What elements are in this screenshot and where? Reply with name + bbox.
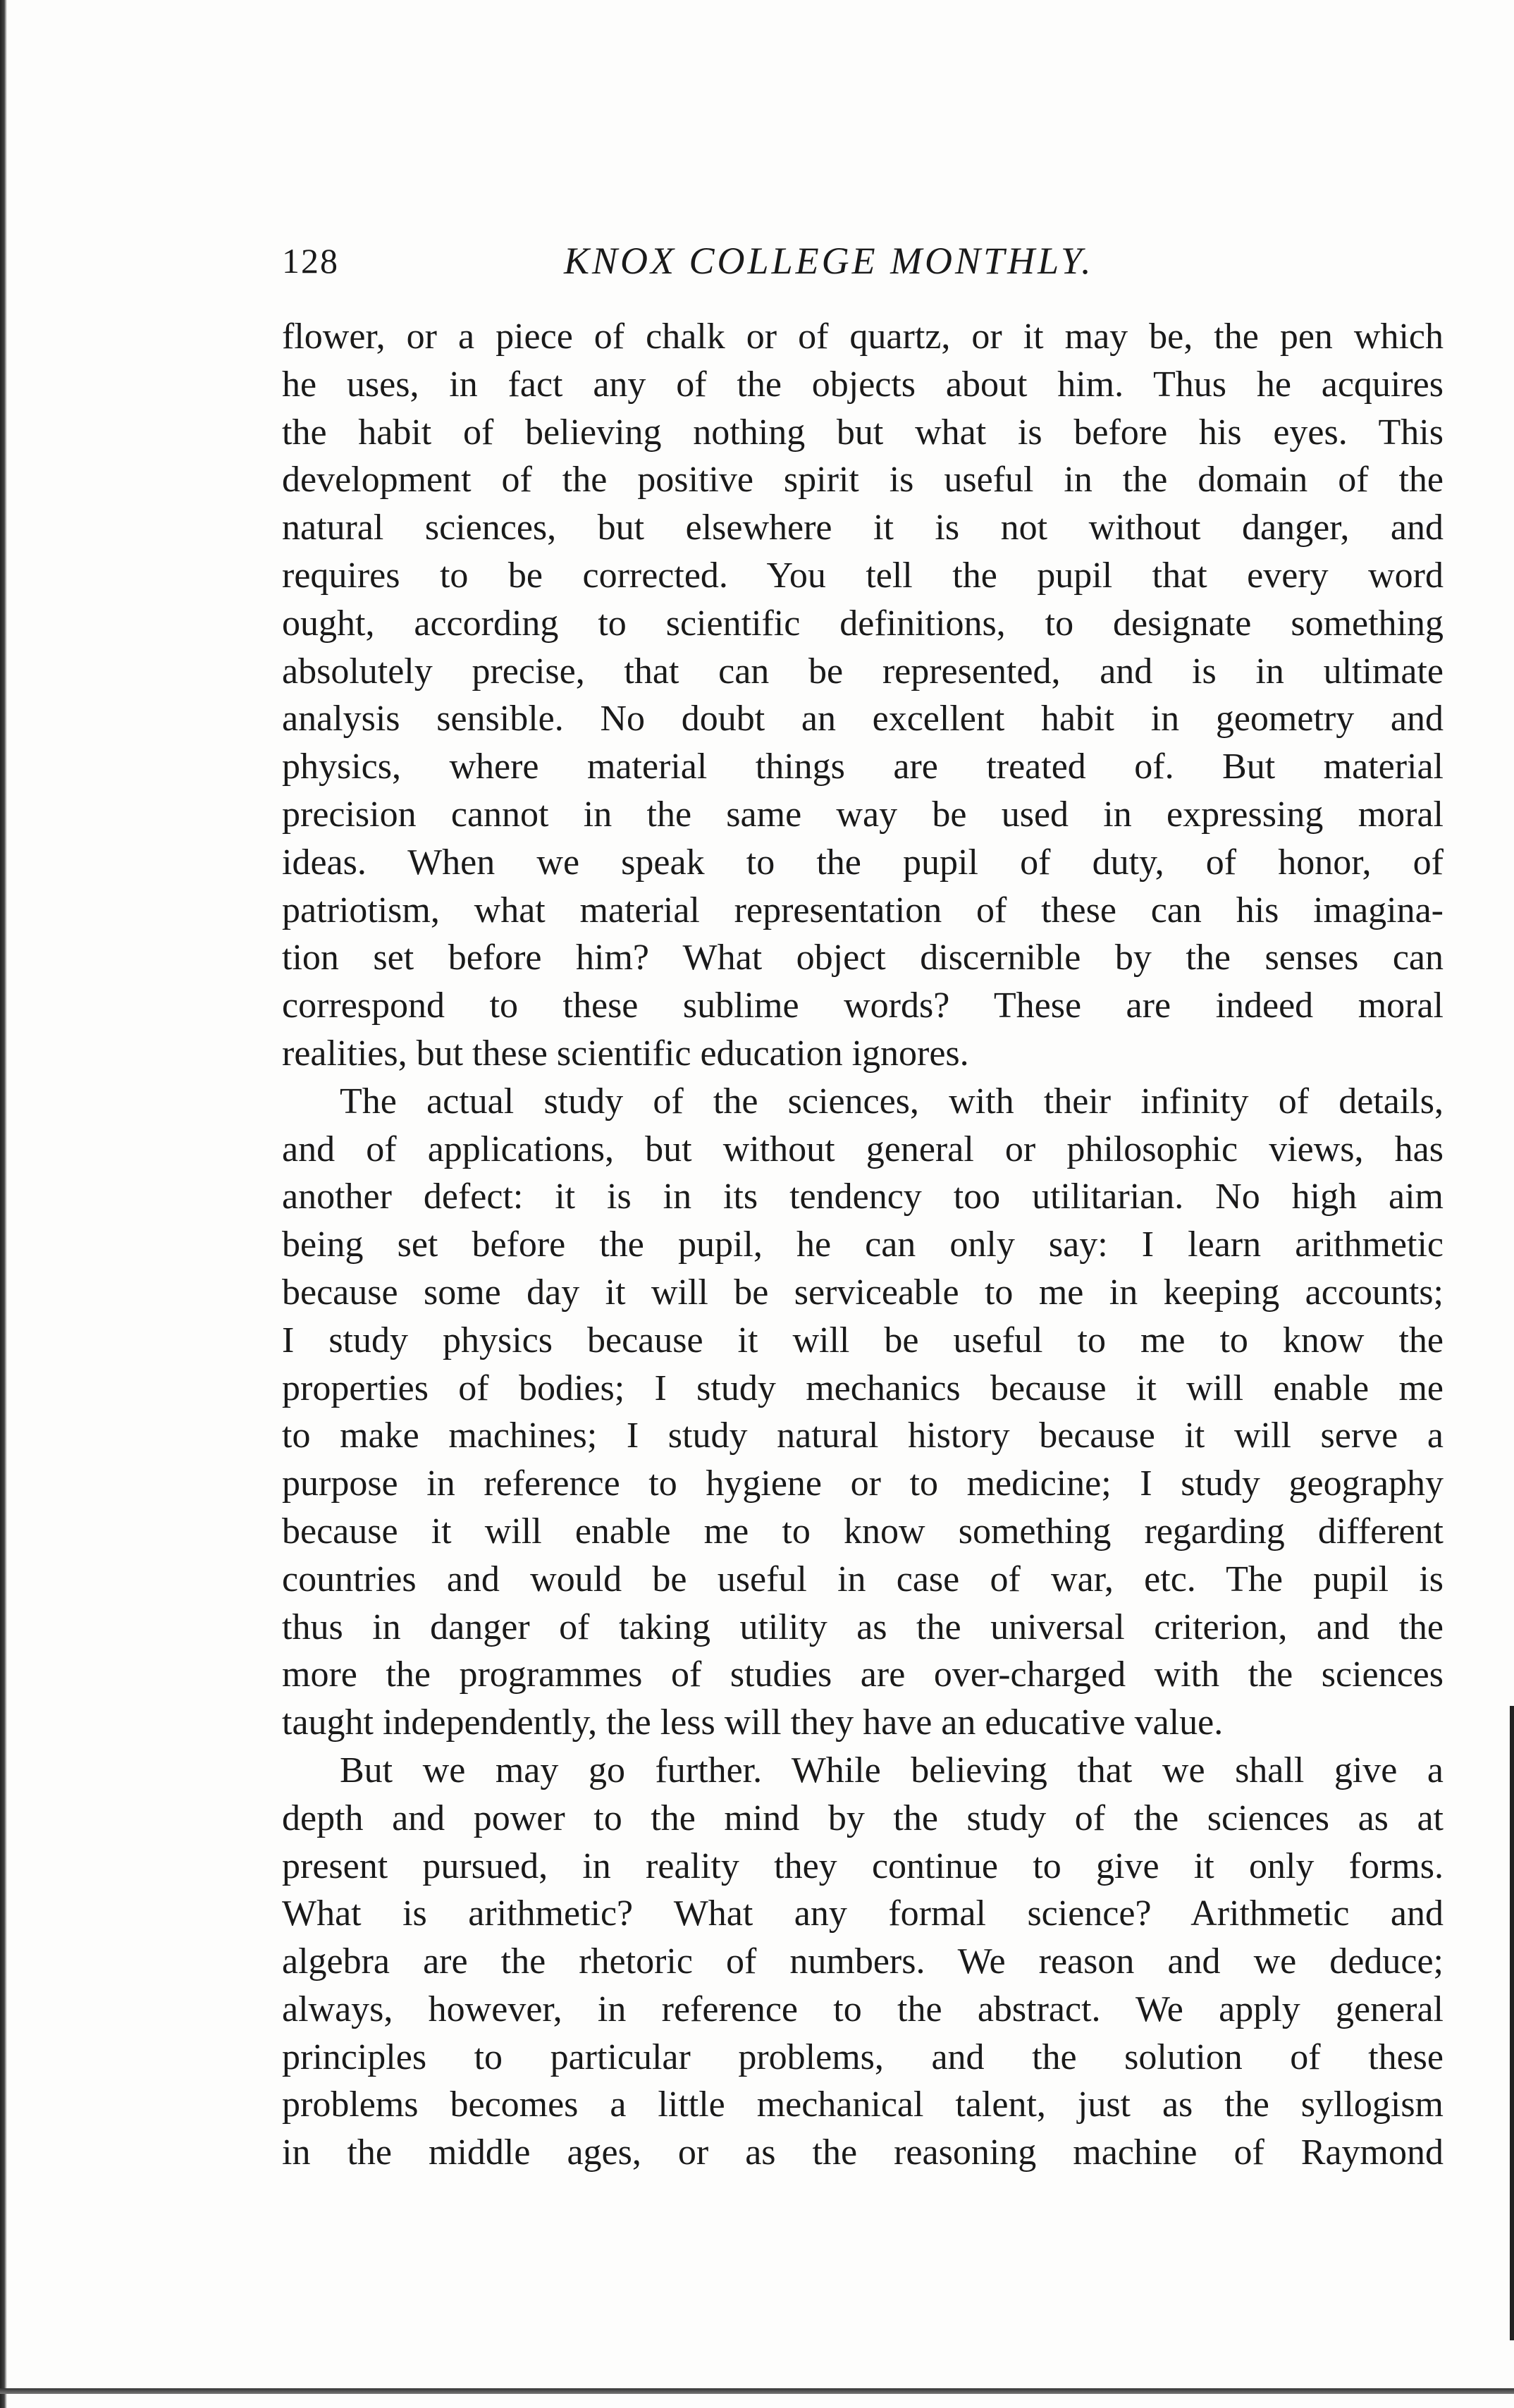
text-line: always, however, in reference to the abstract. We apply general (282, 1989, 1444, 2029)
text-line: because some day it will be serviceable to me in keeping accounts; (282, 1272, 1444, 1313)
text-line: natural sciences, but elsewhere it is not without danger, and (282, 508, 1444, 548)
text-line: because it will enable me to know something regarding different (282, 1511, 1444, 1552)
paragraph-last-line: taught independently, the less will they have an educative value. (282, 1702, 1224, 1743)
text-line: flower, or a piece of chalk or of quartz, or it may be, the pen which (282, 317, 1444, 357)
text-line: What is arithmetic? What any formal science? Arithmetic and (282, 1893, 1444, 1934)
text-line: thus in danger of taking utility as the universal criterion, and the (282, 1607, 1444, 1647)
text-line: being set before the pupil, he can only say: I learn arithmetic (282, 1224, 1444, 1265)
text-line: problems becomes a little mechanical talent, just as the syllogism (282, 2084, 1444, 2125)
text-line: principles to particular problems, and the solution of these (282, 2037, 1444, 2077)
text-line: depth and power to the mind by the study of the sciences as at (282, 1798, 1444, 1838)
page-number: 128 (282, 241, 339, 281)
running-title: KNOX COLLEGE MONTHLY. (564, 240, 1094, 282)
binding-edge (0, 0, 7, 2408)
paragraph-first-line: The actual study of the sciences, with their infinity of details, (340, 1081, 1444, 1122)
text-line: algebra are the rhetoric of numbers. We reason and we deduce; (282, 1941, 1444, 1982)
text-line: ideas. When we speak to the pupil of duty, of honor, of (282, 842, 1444, 883)
paragraph-last-line: realities, but these scientific education ignores. (282, 1033, 969, 1074)
text-line: tion set before him? What object discernible by the senses can (282, 938, 1444, 978)
text-line: the habit of believing nothing but what is before his eyes. This (282, 412, 1444, 453)
text-line: purpose in reference to hygiene or to medicine; I study geography (282, 1463, 1444, 1504)
text-line: another defect: it is in its tendency too utilitarian. No high aim (282, 1177, 1444, 1217)
text-line: analysis sensible. No doubt an excellent habit in geometry and (282, 699, 1444, 739)
text-line: patriotism, what material representation of these can his imagina- (282, 890, 1444, 930)
text-line: more the programmes of studies are over-charged with the sciences (282, 1654, 1444, 1695)
text-line: countries and would be useful in case of war, etc. The pupil is (282, 1559, 1444, 1599)
text-line: requires to be corrected. You tell the pupil that every word (282, 555, 1444, 596)
text-line: properties of bodies; I study mechanics because it will enable me (282, 1368, 1444, 1408)
text-line: ought, according to scientific definitions, to designate something (282, 603, 1444, 644)
text-line: in the middle ages, or as the reasoning machine of Raymond (282, 2132, 1444, 2173)
text-line: present pursued, in reality they continue to give it only forms. (282, 1845, 1444, 1886)
text-line: to make machines; I study natural history because it will serve a (282, 1415, 1444, 1456)
text-line: development of the positive spirit is useful in the domain of the (282, 460, 1444, 500)
paragraph-first-line: But we may go further. While believing that we shall give a (340, 1750, 1444, 1790)
text-line: and of applications, but without general or philosophic views, has (282, 1129, 1444, 1169)
body-text (282, 313, 1444, 2177)
right-page-edge (1510, 1706, 1514, 2340)
page-header (282, 233, 1444, 289)
text-line: precision cannot in the same way be used in expressing moral (282, 794, 1444, 835)
text-line: absolutely precise, that can be represented, and is in ultimate (282, 651, 1444, 692)
text-line: I study physics because it will be useful to me to know the (282, 1320, 1444, 1360)
bottom-page-edge (0, 2388, 1514, 2394)
text-line: correspond to these sublime words? These are indeed moral (282, 985, 1444, 1026)
text-line: physics, where material things are treated of. But material (282, 747, 1444, 787)
text-line: he uses, in fact any of the objects about him. Thus he acquires (282, 364, 1444, 405)
